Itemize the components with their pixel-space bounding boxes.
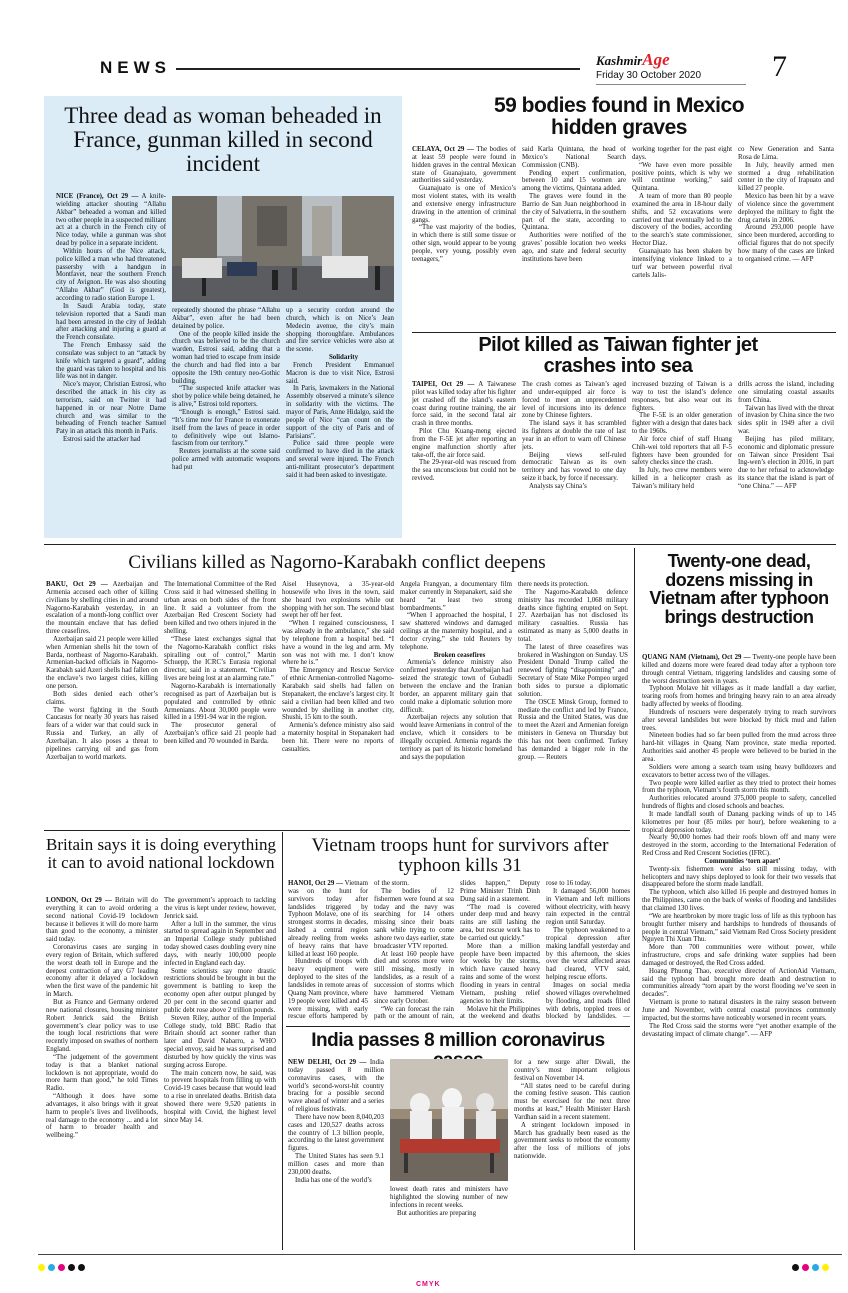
paragraph: “The judgement of the government today is that a blanket national lockdown is not appropriate, would do more harm than good,” he told Times Radio. (46, 1053, 158, 1093)
paragraph: “The road is covered under deep mud and heavy rains are still lashing the area, but rescue work has to be carried out quickly.” (460, 903, 540, 942)
paragraph: More than a million people have been impacted for weeks by the storms, which have caused heavy rains and some of the worst flooding in years in central Vietnam, pushing relief agencies to their limits. (460, 942, 540, 1005)
paragraph: The Emergency and Rescue Service of ethnic Armenian-controlled Nagorno-Karabakh said shells had fallen on Stepanakert, the enclave’s largest city. It said a civilian had been killed and two wounded by shelling in another city, Shushi, 15 km to the south. (282, 667, 394, 722)
divider (44, 830, 630, 831)
paragraph: “When I approached the hospital, I saw shattered windows and damaged ceilings at the maternity hospital, and a doctor crying,” she told Reuters by telephone. (400, 612, 512, 651)
paragraph: Vietnam was on the hunt for survivors today after landslides triggered by Typhoon Molave, one of its strongest storms in decades, lashed a central region already reeling from weeks of heavy rains that have killed at least 160 people. (288, 880, 368, 958)
mexico-col-1 (412, 146, 516, 334)
paragraph: working together for the past eight days. (632, 146, 732, 161)
india-hospital-photo-svg (390, 1059, 508, 1181)
taiwan-col-3 (632, 381, 732, 537)
paragraph: “These latest exchanges signal that the Nagorno-Karabakh conflict risks spiralling out of control,” Martin Schuepp, the ICRC’s Eurasia regional director, said in a statement. “Civilian lives are being lost at an alarming rate.” (164, 635, 276, 683)
mexico-headline: 59 bodies found in Mexico hidden graves (493, 94, 745, 139)
paragraph: The bodies of 12 fishermen were found at sea today and the navy was searching for 14 others missing since their boats sank while trying to come ashore two days earlier, state broadcaster VTV reported. (374, 887, 454, 950)
paragraph: Two people were killed earlier as they tried to protect their homes from the typhoon, Vietnam’s fourth storm this month. (642, 779, 836, 795)
paragraph: But as France and Germany ordered new national closures, housing minister Robert Jenrick said the British government’s clear policy was to use the tough local restrictions that were recently imposed on swathes of northern England. (46, 998, 158, 1054)
paragraph: lowest death rates and ministers have highlighted the slowing number of new infections in recent weeks. (390, 1186, 508, 1209)
paragraph: The typhoon, which also killed 16 people and destroyed homes in the Philippines, came on the back of weeks of flooding and landslides that claimed 130 lives. (642, 889, 836, 912)
paragraph: “When I regained consciousness, I was already in the ambulance,” she said by telephone from a hospital bed. “I have a wound in the leg and arm. My son was not with me. I don’t know where he is.” (282, 620, 394, 667)
paragraph: drills across the island, including one simulating coastal assaults from China. (738, 381, 834, 404)
dateline: NEW DELHI, Oct 29 — (288, 1059, 367, 1066)
dateline: QUANG NAM (Vietnam), Oct 29 — (642, 654, 751, 661)
subhead: Solidarity (328, 354, 359, 362)
paragraph: “The suspected knife attacker was shot by police while being detained, he is alive,” Estrosi told reporters. (172, 385, 280, 409)
france-col-2 (172, 307, 280, 535)
paragraph: Analysts say China’s (529, 482, 587, 490)
paragraph: Nineteen bodies had so far been pulled from the mud across three hard-hit villages in Quang Nam province, state media reported. Authorities said another 45 people were believed to be buried in the area. (642, 732, 836, 763)
paragraph: French President Emmanuel Macron is due to visit Nice, Estrosi said. (286, 361, 394, 385)
paragraph: But authorities are preparing (397, 1209, 477, 1217)
france-headline: Three dead as woman beheaded in France, gunman killed in second incident (64, 103, 382, 176)
france-col-1 (56, 193, 166, 533)
paragraph: The bodies of at least 59 people were found in hidden graves in the central Mexican state of Guanajuato, government authorities said yesterday. (412, 146, 516, 185)
registration-dot (812, 1264, 819, 1271)
issue-date: Friday 30 October 2020 (596, 70, 702, 81)
paragraph: “We have even more possible positive points, which is why we will continue working,” said Quintana. (632, 161, 732, 193)
paragraph: A stringent lockdown imposed in March has gradually been eased as the government seeks to reboot the economy after the loss of millions of jobs nationwide. (514, 1121, 630, 1161)
india-col-2 (390, 1186, 508, 1250)
vietnam-troops-col-2 (374, 880, 454, 1020)
paragraph: Azerbaijan said 21 people were killed when Armenian shells hit the town of Barda, northeast of Nagorno-Karabakh. Armenian-backed officials in Nagorno-Karabakh said Azeri shells had fallen on the enclave’s two largest cities, killing one person. (46, 635, 158, 690)
vietnam-troops-headline: Vietnam troops hunt for survivors after typhoon kills 31 (311, 835, 609, 876)
paragraph: Guanajuato has been shaken by intensifying violence linked to a turf war between powerful rival cartels Jalis- (632, 247, 732, 279)
paragraph: “Although it does have some advantages, it also brings with it great harm to people’s lives and livelihoods, real damage to the economy ... and a lot of harm to broader health and wellbeing.” (46, 1093, 158, 1140)
paragraph: The Nagorno-Karabakh defence ministry has recorded 1,068 military deaths since fighting erupted on Sept. 27. Azerbaijan has not disclosed its military casualties. Russia has estimated as many as 5,000 deaths in total. (518, 588, 628, 643)
paragraph: It made landfall south of Danang packing winds of up to 145 kilometres per hour (85 miles per hour), before weakening to a tropical depression today. (642, 810, 836, 834)
masthead-bottom-rule (596, 84, 746, 85)
paragraph: Reuters journalists at the scene said police armed with automatic weapons had put (172, 448, 280, 471)
paragraph: The Red Cross said the storms were “yet another example of the devastating impact of climate change”. — AFP (642, 1022, 836, 1038)
paragraph: Images on social media showed villages overwhelmed by flooding, and roads filled with debris, toppled trees or blocked by landslides. — (546, 981, 630, 1020)
paragraph: of the storm. (374, 880, 410, 887)
paragraph: Some scientists say more drastic restrictions should be brought in but the government is battling to keep the economy open after output plunged by 20 per cent in the second quarter and public debt rose above 2 trillion pounds. (164, 967, 276, 1014)
karabakh-col-3 (282, 581, 394, 827)
mexico-col-3 (632, 146, 732, 334)
paragraph: Both sides denied each other’s claims. (46, 690, 158, 706)
paragraph: Air force chief of staff Huang Chih-wei told reporters that all F-5 fighters have been grounded for safety checks since the crash. (632, 435, 732, 467)
paragraph: Aisel Huseynova, a 35-year-old housewife who lives in the town, said she heard two explosions while out shopping with her son. The second blast swept her off her feet. (282, 581, 394, 620)
paragraph: “All states need to be careful during the coming festive season. This caution must be exercised for the next three months at least,” Health Minister Harsh Vardhan said in a recent statement. (514, 1082, 630, 1121)
paragraph: Twenty-six fishermen were also still missing today, with helicopters and navy ships deployed to look for their two vessels that disappeared before the storm made landfall. (642, 865, 836, 889)
paragraph: “We can forecast the rain path or the amount of rain, (374, 1005, 454, 1020)
britain-headline: Britain says it is doing everything it can to avoid national lockdown (46, 835, 276, 872)
paragraph: Coronavirus cases are surging in every region of Britain, which suffered the worst death toll in Europe and the deepest contraction of any G7 leading economy after it delayed a lockdown when the first wave of the pandemic hit in March. (46, 944, 158, 999)
divider-vertical (282, 832, 283, 1250)
registration-dot (78, 1264, 85, 1271)
paragraph: In Saudi Arabia today, state television reported that a Saudi man had been arrested in the city of Jeddah after attacking and injuring a guard at the French consulate. (56, 302, 166, 342)
india-hospital-photo (390, 1059, 508, 1181)
karabakh-col-5 (518, 581, 628, 827)
paragraph: Authorities relocated around 375,000 people to safety, cancelled hundreds of flights and closed schools and beaches. (642, 795, 836, 811)
paragraph: The prosecutor general of Azerbaijan’s office said 21 people had been killed and 70 wounded in Barda. (164, 722, 276, 745)
mexico-col-4 (738, 146, 834, 334)
paragraph: repeatedly shouted the phrase “Allahu Akbar”, even after he had been detained by police. (172, 307, 280, 330)
dateline: LONDON, Oct 29 — (46, 897, 112, 904)
brand-logo (596, 50, 670, 70)
paragraph: “We are heartbroken by more tragic loss of life as this typhoon has brought further misery and hardships to hundreds of thousands of people in central Vietnam,” said Vietnam Red Cross Society president Nguyen Thi Xuan Thu. (642, 912, 836, 944)
paragraph: co New Generation and Santa Rosa de Lima. (738, 146, 834, 161)
paragraph: India today passed 8 million coronavirus cases, with the world’s second-worst-hit country bracing for a possible second wave ahead of winter and a series of religious festivals. (288, 1059, 384, 1114)
brand-suffix: Age (642, 50, 670, 69)
india-col-1 (288, 1059, 384, 1249)
vietnam-troops-col-3 (460, 880, 540, 1020)
paragraph: Police said three people were confirmed to have died in the attack and several were injured. The French anti-militant prosecutor’s department said it had been asked to investigate. (286, 440, 394, 479)
nice-church-photo-svg (172, 196, 394, 302)
paragraph: The International Committee of the Red Cross said it had witnessed shelling in urban areas on both sides of the front line. It said a volunteer from the Azerbaijan Red Crescent Society had been killed and two others injured in the shelling. (164, 581, 276, 636)
taiwan-col-2 (522, 381, 626, 537)
paragraph: The graves were found in the Barrio de San Juan neighborhood in the city of Salvatierra, in the southern part of the state, according to Quintana. (522, 193, 626, 232)
paragraph: Mexico has been hit by a wave of violence since the government deployed the military to fight the drug cartels in 2006. (738, 193, 834, 224)
paragraph: Britain will do everything it can to avoid ordering a second national Covid-19 lockdown because it believes it will do more harm than good to the economy, a minister said today. (46, 897, 158, 944)
masthead-rule (176, 68, 580, 70)
registration-marks-left (38, 1264, 85, 1271)
paragraph: The main concern now, he said, was to prevent hospitals from filling up with Covid-19 cases because that would lead to a rise in unrelated deaths. British data showed there were 9,520 patients in hospital with Covid, the highest level since May 14. (164, 1069, 276, 1124)
paragraph: Beijing has piled military, economic and diplomatic pressure on Taiwan since President Tsai Ing-wen’s election in 2016, in part due to her refusal to acknowledge its stance that the island is part of “one China.” — AFP (738, 435, 834, 490)
paragraph: Azerbaijan and Armenia accused each other of killing civilians by shelling cities in and around Nagorno-Karabakh yesterday, in an escalation of a month-long conflict over the mountain enclave that has defied three ceasefires. (46, 581, 158, 636)
registration-dot (68, 1264, 75, 1271)
divider (286, 1026, 630, 1027)
paragraph: Angela Frangyan, a documentary film maker currently in Stepanakert, said she heard “at least two strong bombardments.” (400, 581, 512, 612)
taiwan-col-1 (412, 381, 516, 537)
paragraph: A team of more than 80 people examined the area in 18-hour daily shifts, and 52 excavations were carried out that eventually led to the discovery of the bodies, according to the search’s state commissioner, Hector Diaz. (632, 193, 732, 248)
paragraph: A knife-wielding attacker shouting “Allahu Akbar” beheaded a woman and killed two other people in a suspected militant act at a church in the French city of Nice today, while a gunman was shot dead by police in a separate incident. (56, 193, 166, 248)
paragraph: India has one of the world’s (295, 1176, 372, 1184)
paragraph: Steven Riley, author of the Imperial College study, told BBC Radio that Britain should act sooner rather than later and David Nabarro, a WHO special envoy, said he was surprised and disturbed by how quickly the virus was surging across Europe. (164, 1014, 276, 1069)
karabakh-col-1 (46, 581, 158, 827)
paragraph: Hoang Phuong Thao, executive director of ActionAid Vietnam, said the typhoon had brought more death and destruction to communities already “torn apart by the worst flooding we’ve seen in decades”. (642, 967, 836, 999)
paragraph: More than 700 communities were without power, while infrastructure, crops and safe drinking water supplies had been damaged or destroyed, the Red Cross added. (642, 944, 836, 967)
paragraph: Vietnam is prone to natural disasters in the rainy season between June and November, with central coastal provinces commonly impacted, but the storms have noticeably worsened in recent years. (642, 999, 836, 1022)
brand-prefix: Kashmir (596, 53, 643, 68)
registration-marks-right (792, 1264, 829, 1271)
registration-dot (792, 1264, 799, 1271)
britain-col-1 (46, 897, 158, 1250)
paragraph: The F-5E is an older generation fighter with a design that dates back to the 1960s. (632, 412, 732, 436)
registration-dot (822, 1264, 829, 1271)
divider (44, 544, 836, 545)
mexico-col-2 (522, 146, 626, 334)
vietnam-dead-headline: Twenty-one dead, dozens missing in Vietnam after typhoon brings destruction (649, 551, 829, 628)
dateline: NICE (France), Oct 29 — (56, 193, 139, 200)
paragraph: Within hours of the Nice attack, police killed a man who had threatened passersby with a handgun in Montfavet, near the southern French city of Avignon. He was also shouting “Allahu Akbar” (God is greatest), according to radio station Europe 1. (56, 247, 166, 302)
paragraph: At least 160 people have died and scores more were still missing, mostly in landslides, as a result of a succession of storms which have hammered Vietnam since early October. (374, 950, 454, 1005)
paragraph: The typhoon weakened to a tropical depression after making landfall yesterday and by this afternoon, the skies over the worst affected areas had cleared, VTV said, helping rescue efforts. (546, 927, 630, 982)
paragraph: In July, heavily armed men stormed a drug rehabilitation center in the city of Irapuato and killed 27 people. (738, 161, 834, 193)
vietnam-dead-col (642, 654, 836, 1250)
section-label: NEWS (100, 58, 171, 77)
cmyk-label: CMYK (416, 1281, 441, 1288)
india-headline: India passes 8 million coronavirus (311, 1030, 605, 1051)
paragraph: rose to 16 today. (546, 880, 592, 887)
divider-vertical (634, 548, 635, 1250)
paragraph: up a security cordon around the church, which is on Nice’s Jean Medecin avenue, the city’s main shopping thoroughfare. Ambulances and fire service vehicles were also at the scene. (286, 307, 394, 354)
india-col-3 (514, 1059, 630, 1249)
paragraph: said Karla Quintana, the head of Mexico’s National Search Commission (CNB). (522, 146, 626, 169)
paragraph: One of the people killed inside the church was believed to be the church warden, Estrosi said, adding that a woman had tried to escape from inside the church and had fled into a bar opposite the 19th century neo-Gothic building. (172, 330, 280, 385)
taiwan-col-4 (738, 381, 834, 537)
registration-dot (802, 1264, 809, 1271)
karabakh-col-2 (164, 581, 276, 827)
paragraph: The OSCE Minsk Group, formed to mediate the conflict and led by France, Russia and the United States, was due to meet the Azeri and Armenian foreign ministers in Geneva on Thursday but this has not been confirmed. Turkey has demanded a bigger role in the group. — Reuters (518, 698, 628, 761)
paragraph: It damaged 56,000 homes in Vietnam and left millions without electricity, with heavy rain expected in the central region until Saturday. (546, 887, 630, 927)
registration-dot (48, 1264, 55, 1271)
paragraph: In Paris, lawmakers in the National Assembly observed a minute’s silence in solidarity with the victims. The mayor of Paris, Anne Hidalgo, said the people of Nice “can count on the support of the city of Paris and of Parisians”. (286, 385, 394, 440)
paragraph: Pilot Chu Kuang-meng ejected from the F-5E jet after reporting an engine malfunction shortly after take-off, the air force said. (412, 428, 516, 459)
paragraph: slides happen,” Deputy Prime Minister Trinh Dinh Dung said in a statement. (460, 880, 540, 903)
subhead: Communities ‘torn apart’ (704, 857, 781, 865)
paragraph: “Enough is enough,” Estrosi said. “It’s time now for France to exonerate itself from the laws of peace in order to definitively wipe out Islamo-fascism from our territory.” (172, 408, 280, 448)
paragraph: The 29-year-old was rescued from the sea unconscious but could not be revived. (412, 459, 516, 483)
paragraph: The government’s approach to tackling the virus is kept under review, however, Jenrick said. (164, 897, 276, 920)
paragraph: Nearly 90,000 homes had their roofs blown off and many were destroyed in the storm, according to the International Federation of Red Cross and Red Crescent Societies (IFRC). (642, 834, 836, 858)
paragraph: Beijing views self-ruled democratic Taiwan as its own territory and has vowed to one day seize it back, by force if necessary. (522, 451, 626, 483)
paragraph: The French Embassy said the consulate was subject to an “attack by knife which targeted a guard”, adding the guard was taken to hospital and his life was not in danger. (56, 342, 166, 381)
registration-dot (38, 1264, 45, 1271)
paragraph: Molave hit the Philippines at the weekend and deaths (460, 1005, 540, 1020)
paragraph: The crash comes as Taiwan’s aged and under-equipped air force is forced to meet an unprecedented level of incursions into its defence zone by Chinese fighters. (522, 381, 626, 420)
paragraph: After a lull in the summer, the virus started to spread again in September and an Imperial College study published today showed cases doubling every nine days, with nearly 100,000 people infected in England each day. (164, 920, 276, 967)
divider (412, 332, 836, 333)
paragraph: Pending expert confirmation, between 10 and 15 women are among the victims, Quintana added. (522, 169, 626, 193)
paragraph: The latest of three ceasefires was brokered in Washington on Sunday. US President Donald Trump called the renewed fighting “disappointing” and Secretary of State Mike Pompeo urged both sides to pursue a diplomatic solution. (518, 643, 628, 698)
paragraph: Nice’s mayor, Christian Estrosi, who described the attack in his city as terrorism, said on Twitter it had happened in or near Notre Dame church and was similar to the beheading of French teacher Samuel Paty in an attack this month in Paris. (56, 381, 166, 436)
paragraph: Soldiers were among a search team using heavy bulldozers and excavators to better access two of the villages. (642, 763, 836, 779)
dateline: BAKU, Oct 29 — (46, 581, 108, 588)
registration-dot (58, 1264, 65, 1271)
dateline: CELAYA, Oct 29 — (412, 146, 474, 153)
vietnam-troops-col-1 (288, 880, 368, 1020)
page-number: 7 (772, 50, 787, 83)
paragraph: Azerbaijan rejects any solution that would leave Armenians in control of the enclave, which it considers to be illegally occupied. Armenia regards the territory as part of its historic homeland and says the population (400, 714, 512, 761)
paragraph: The United States has seen 9.1 million cases and more than 230,000 deaths. (288, 1153, 384, 1176)
taiwan-headline: Pilot killed as Taiwan fighter jet crashes into sea (478, 334, 758, 377)
paragraph: Taiwan has lived with the threat of invasion by China since the two sides split in 1949 after a civil war. (738, 404, 834, 436)
paragraph: Hundreds of rescuers were desperately trying to reach survivors after several landslides but were blocked by thick mud and fallen trees. (642, 708, 836, 732)
subhead: Broken ceasefires (433, 651, 486, 659)
karabakh-headline: Civilians killed as Nagorno-Karabakh conflict deepens (128, 552, 546, 573)
paragraph: Hundreds of troops with heavy equipment were deployed to the sites of the landslides in remote areas of Quang Nam province, where 19 people were killed and 45 were missing, with early rescue efforts hampered by (288, 958, 368, 1020)
vietnam-troops-col-4 (546, 880, 630, 1020)
paragraph: The island says it has scrambled its fighters at double the rate of last year in an effort to warn off Chinese jets. (522, 420, 626, 451)
paragraph: Typhoon Molave hit villages as it made landfall a day earlier, tearing roofs from homes and bringing heavy rain to an area already badly affected by weeks of flooding. (642, 685, 836, 709)
paragraph: increased buzzing of Taiwan is a way to test the island’s defence responses, but also wear out its fighters. (632, 381, 732, 412)
britain-col-2 (164, 897, 276, 1250)
dateline: TAIPEI, Oct 29 — (412, 381, 475, 388)
paragraph: Nagorno-Karabakh is internationally recognised as part of Azerbaijan but is populated and controlled by ethnic Armenians. About 30,000 people were killed in a 1991-94 war in the region. (164, 682, 276, 722)
paragraph: Estrosi said the attacker had (63, 436, 141, 444)
paragraph: Armenia’s defence ministry also said a maternity hospital in Stepanakert had been hit. There were no reports of casualties. (282, 722, 394, 753)
paragraph: In July, two crew members were killed in a helicopter crash as Taiwan’s military held (632, 467, 732, 490)
paragraph: there needs its protection. (518, 581, 589, 588)
paragraph: “The vast majority of the bodies, in which there is still some tissue or other sign, would appear to be young people, very young, possibly even teenagers,” (412, 224, 516, 263)
paragraph: There have now been 8,040,203 cases and 120,527 deaths across the country of 1.3 billion people, according to the latest government figures. (288, 1113, 384, 1153)
france-col-3 (286, 307, 394, 535)
karabakh-col-4 (400, 581, 512, 827)
dateline: HANOI, Oct 29 — (288, 880, 343, 887)
paragraph: Guanajuato is one of Mexico’s most violent states, with its wealth and extensive energy infrastructure drawing in the attention of criminal gangs. (412, 185, 516, 224)
paragraph: Authorities were notified of the graves’ possible location two weeks ago, and state and federal security institutions have been (522, 232, 626, 263)
paragraph: for a new surge after Diwali, the country’s most important religious festival on November 14. (514, 1059, 630, 1082)
paragraph: Twenty-one people have been killed and dozens more were feared dead today after a typhoon tore through central Vietnam, triggering landslides and causing some of the worst destruction seen in years. (642, 654, 836, 685)
paragraph: Armenia’s defence ministry also confirmed yesterday that Azerbaijan had seized the strategic town of Gubadli between the enclave and the Iranian border, an apparent military gain that could make a diplomatic solution more difficult. (400, 659, 512, 714)
paragraph: A Taiwanese pilot was killed today after his fighter jet crashed off the island’s eastern coast during routine training, the air force said, in the second fatal air crash in three months. (412, 381, 516, 428)
paragraph: Around 293,000 people have since been murdered, according to official figures that do not specify how many of the cases are linked to organised crime. — AFP (738, 224, 834, 263)
paragraph: The worst fighting in the South Caucasus for nearly 30 years has raised fears of a wider war that could suck in Russia and Turkey, an ally of Azerbaijan. It also poses a threat to pipelines carrying oil and gas from Azerbaijan to world markets. (46, 706, 158, 761)
footer-rule (38, 1254, 842, 1255)
nice-church-photo (172, 196, 394, 302)
